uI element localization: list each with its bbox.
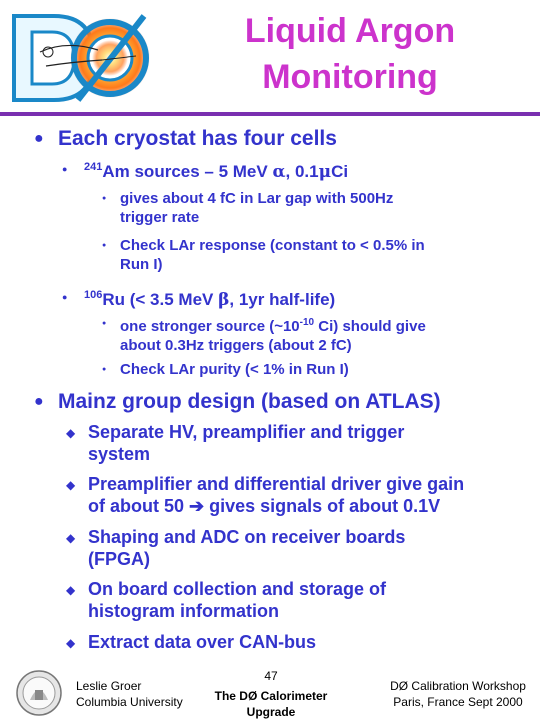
gives-fc-line-1: gives about 4 fC in Lar gap with 500Hz: [120, 190, 394, 207]
am-text-1: Am sources – 5 MeV: [102, 162, 273, 181]
footer-location: Paris, France Sept 2000: [393, 695, 523, 709]
mainz-item-3-line-1: Shaping and ADC on receiver boards: [88, 527, 406, 547]
ru-text-2: , 1yr half-life): [229, 290, 336, 309]
page-number: 47: [264, 669, 278, 683]
beta-symbol: β: [218, 290, 230, 310]
bullet-gives-fc: [120, 189, 393, 227]
footer-center-block: [196, 668, 346, 720]
arrow-right-icon: ➔: [189, 496, 205, 517]
sub-bullet-dot-icon: ●: [62, 164, 68, 174]
mainz-item-4-line-1: On board collection and storage of: [88, 579, 387, 599]
mainz-item-3: [88, 526, 405, 570]
bullet-check-purity: Check LAr purity (< 1% in Run I): [120, 361, 349, 378]
sub-bullet-dot-icon: ●: [62, 292, 68, 302]
mainz-item-2-line-2: [88, 495, 464, 518]
exponent: -10: [299, 317, 315, 328]
am-text-3: Ci: [331, 162, 349, 181]
am-isotope-number: 241: [84, 161, 103, 173]
mainz-item-1: [88, 421, 404, 465]
diamond-bullet-icon: ◆: [66, 478, 76, 492]
ru-text-1: Ru (< 3.5 MeV: [102, 290, 219, 309]
stronger-source-text-a: one stronger source (~10: [120, 318, 300, 335]
am-text-2: , 0.1: [285, 162, 319, 181]
sub-sub-bullet-icon: ●: [102, 320, 107, 327]
sub-sub-bullet-icon: ●: [102, 366, 107, 373]
check-response-line-1: Check LAr response (constant to < 0.5% in: [120, 237, 425, 254]
footer-author: Leslie Groer: [76, 679, 142, 693]
bullet-cryostat: Each cryostat has four cells: [58, 127, 337, 150]
mainz-item-2-text-b: gives signals of about 0.1V: [204, 496, 441, 516]
d0-logo: [6, 8, 156, 108]
footer-event-block: [380, 678, 536, 710]
footer-talk-title: The DØ Calorimeter Upgrade: [214, 689, 328, 719]
mainz-item-3-line-2: (FPGA): [88, 549, 150, 569]
bullet-check-response: [120, 236, 425, 274]
sub-sub-bullet-icon: ●: [102, 195, 107, 202]
mu-symbol: μ: [318, 162, 332, 182]
mainz-item-4: [88, 578, 386, 622]
ru-isotope-number: 106: [84, 289, 103, 301]
bullet-am-sources: [84, 157, 348, 182]
title-divider: [0, 112, 540, 116]
gives-fc-line-2: trigger rate: [120, 209, 200, 226]
stronger-source-text-b: Ci) should give: [314, 318, 426, 335]
mainz-item-2-text-a: of about 50: [88, 496, 190, 516]
bullet-ru-source: [84, 285, 335, 310]
footer-affiliation: Columbia University: [76, 695, 183, 709]
mainz-item-4-line-2: histogram information: [88, 601, 280, 621]
mainz-item-1-line-1: Separate HV, preamplifier and trigger: [88, 422, 405, 442]
check-response-line-2: Run I): [120, 256, 163, 273]
alpha-symbol: α: [272, 162, 286, 182]
diamond-bullet-icon: ◆: [66, 583, 76, 597]
title-line-2: Monitoring: [262, 58, 438, 96]
mainz-item-2: [88, 473, 464, 518]
stronger-source-line-1: [120, 313, 426, 336]
slide-title: [180, 8, 520, 100]
bullet-dot-icon: ●: [34, 130, 44, 147]
footer-author-block: [76, 678, 183, 710]
diamond-bullet-icon: ◆: [66, 636, 76, 650]
sub-sub-bullet-icon: ●: [102, 242, 107, 249]
mainz-item-5: Extract data over CAN-bus: [88, 632, 317, 652]
bullet-stronger-source: [120, 313, 426, 355]
title-line-1: Liquid Argon: [244, 12, 456, 50]
bullet-mainz: Mainz group design (based on ATLAS): [58, 390, 441, 413]
diamond-bullet-icon: ◆: [66, 426, 76, 440]
mainz-item-1-line-2: system: [88, 444, 151, 464]
stronger-source-line-2: about 0.3Hz triggers (about 2 fC): [120, 337, 352, 354]
university-seal-icon: [16, 670, 62, 716]
mainz-item-2-line-1: Preamplifier and differential driver give gain: [88, 474, 465, 494]
diamond-bullet-icon: ◆: [66, 531, 76, 545]
footer-event: DØ Calibration Workshop: [390, 679, 526, 693]
bullet-dot-icon: ●: [34, 393, 44, 410]
